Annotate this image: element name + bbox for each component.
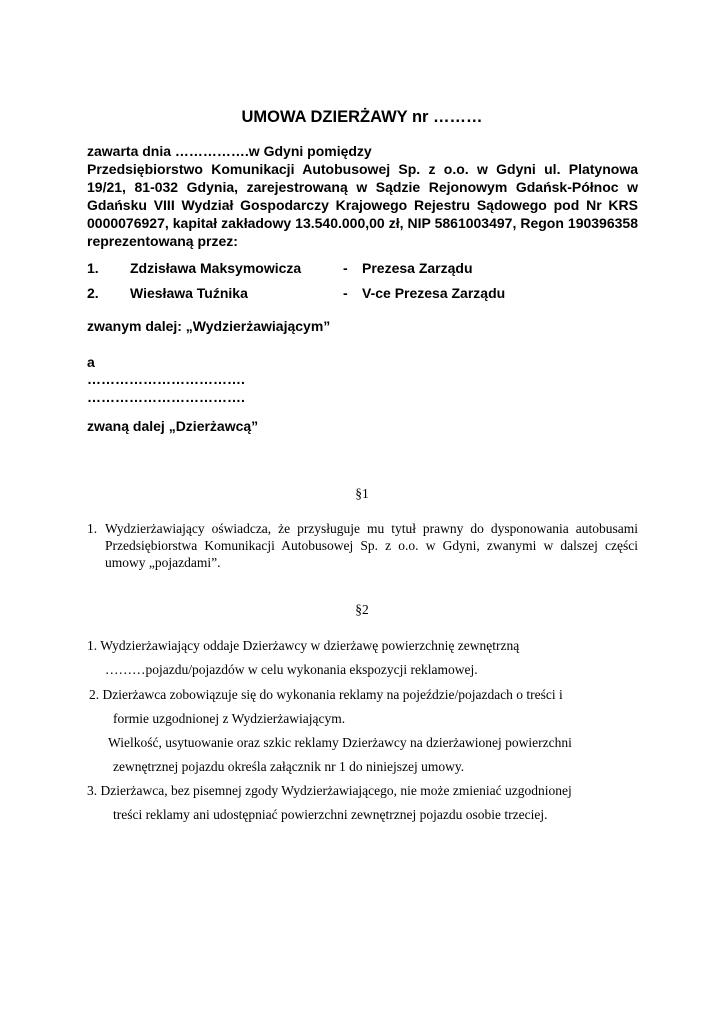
- section-1-heading: §1: [355, 486, 369, 501]
- document-title: UMOWA DZIERŻAWY nr ………: [241, 108, 483, 126]
- lessor-label: zwanym dalej: „Wydzierżawiającym”: [87, 318, 331, 334]
- blank-line: …………………………….: [87, 371, 245, 387]
- representative-dash: -: [343, 260, 348, 276]
- representative-dash: -: [343, 285, 348, 301]
- representative-number: 2.: [87, 285, 99, 301]
- section-2-line: formie uzgodnionej z Wydzierżawiającym.: [113, 711, 346, 726]
- section-2-line: treści reklamy ani udostępniać powierzchni zewnętrznej pojazdu osobie trzeciej.: [113, 807, 548, 822]
- item-number: 1.: [87, 521, 98, 536]
- section-2-line: 1. Wydzierżawiający oddaje Dzierżawcy w dzierżawę powierzchnię zewnętrzną: [87, 638, 520, 653]
- section-2-line: Wielkość, usytuowanie oraz szkic reklamy Dzierżawcy na dzierżawionej powierzchni: [108, 735, 572, 750]
- party-description: Przedsiębiorstwo Komunikacji Autobusowej Sp. z o.o. w Gdyni ul. Platynowa 19/21, 81-032 Gdynia, zarejestrowaną w Sądzie Rejonowym Gdańsk-Północ w Gdańsku VIII Wydział Gospodarczy Krajowego Rejestru Sądowego pod Nr KRS 0000076927, kapitał zakładowy 13.540.000,00 zł, NIP 5861003497, Regon 190396358 reprezentowaną przez:: [87, 161, 638, 249]
- blank-line: …………………………….: [87, 389, 245, 405]
- lessee-label: zwaną dalej „Dzierżawcą”: [87, 418, 259, 434]
- and-word: a: [87, 354, 95, 370]
- representative-row: [87, 285, 638, 303]
- section-2-line: zewnętrznej pojazdu określa załącznik nr 1 do niniejszej umowy.: [113, 759, 465, 774]
- representative-role: Prezesa Zarządu: [362, 260, 473, 276]
- item-text: Wydzierżawiający oświadcza, że przysługuje mu tytuł prawny do dysponowania autobusami Przedsiębiorstwa Komunikacji Autobusowej Sp. z o.o. w Gdyni, zwanymi w dalszej części umowy „pojazdami”.: [105, 521, 638, 570]
- representative-name: Wiesława Tuźnika: [130, 285, 248, 301]
- representative-row: [87, 260, 638, 278]
- section-1-item: [87, 520, 638, 571]
- representative-number: 1.: [87, 260, 99, 276]
- section-2-line: 3. Dzierżawca, bez pisemnej zgody Wydzierżawiającego, nie może zmieniać uzgodnionej: [87, 783, 572, 798]
- section-2-heading: §2: [355, 602, 369, 617]
- section-2-line: 2. Dzierżawca zobowiązuje się do wykonania reklamy na pojeździe/pojazdach o treści i: [89, 687, 563, 702]
- representative-name: Zdzisława Maksymowicza: [130, 260, 302, 276]
- intro-date-line: zawarta dnia …………….w Gdyni pomiędzy: [87, 143, 372, 159]
- section-2-line: ………pojazdu/pojazdów w celu wykonania ekspozycji reklamowej.: [105, 662, 478, 677]
- intro-block: [87, 142, 638, 250]
- representative-role: V-ce Prezesa Zarządu: [362, 285, 506, 301]
